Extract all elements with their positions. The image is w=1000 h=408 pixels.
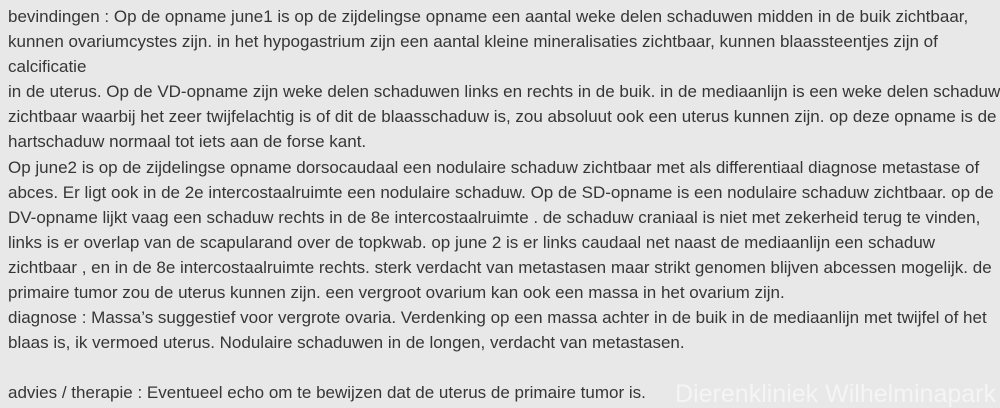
report-line: kunnen ovariumcystes zijn. in het hypogastrium zijn een aantal kleine mineralisaties zichtbaar, kunnen blaassteentjes zijn of [8,32,938,52]
report-line: primaire tumor zou de uterus kunnen zijn. een vergroot ovarium kan ook een massa in het ovarium zijn. [8,283,785,303]
report-line [8,355,992,380]
report-line: Op june2 is op de zijdelingse opname dorsocaudaal een nodulaire schaduw zichtbaar met als differentiaal diagnose metastase of [8,157,980,177]
clinic-watermark: Dierenkliniek Wilhelminapark [675,380,996,408]
report-line: zichtbaar waarbij het zeer twijfelachtig is of dit de blaasschaduw is, zou absoluut ook een uterus kunnen zijn. op deze opname is de [8,107,997,127]
report-text [8,4,1000,406]
report-line: hartschaduw normaal tot iets aan de forse kant. [8,132,367,152]
report-line: DV-opname lijkt vaag een schaduw rechts in de 8e intercostaalruimte . de schaduw craniaal is niet met zekerheid terug te vinden, [8,207,981,227]
report-line: zichtbaar , en in de 8e intercostaalruimte rechts. sterk verdacht van metastasen maar strikt genomen blijven abcessen mogelijk. de [8,257,992,277]
report-line: blaas is, ik vermoed uterus. Nodulaire schaduwen in de longen, verdacht van metastasen. [8,333,685,353]
report-line: abces. Er ligt ook in de 2e intercostaalruimte een nodulaire schaduw. Op de SD-opname is een nodulaire schaduw zichtbaar. op de [8,182,994,202]
report-line: advies / therapie : Eventueel echo om te bewijzen dat de uterus de primaire tumor is. [8,383,646,403]
report-lines [8,4,1000,406]
report-line: calcificatie [8,57,87,77]
report-line: diagnose : Massa’s suggestief voor vergrote ovaria. Verdenking op een massa achter in de buik in de mediaanlijn met twijfel of het [8,308,987,328]
report-line: bevindingen : Op de opname june1 is op de zijdelingse opname een aantal weke delen schaduwen midden in de buik zichtbaar, [8,7,969,26]
report-line: in de uterus. Op de VD-opname zijn weke delen schaduwen links en rechts in de buik. in de mediaanlijn is een weke delen schaduw [8,82,1000,102]
report-line: links is er overlap van de scapularand over de topkwab. op june 2 is er links caudaal net naast de mediaanlijn een schaduw [8,232,936,252]
